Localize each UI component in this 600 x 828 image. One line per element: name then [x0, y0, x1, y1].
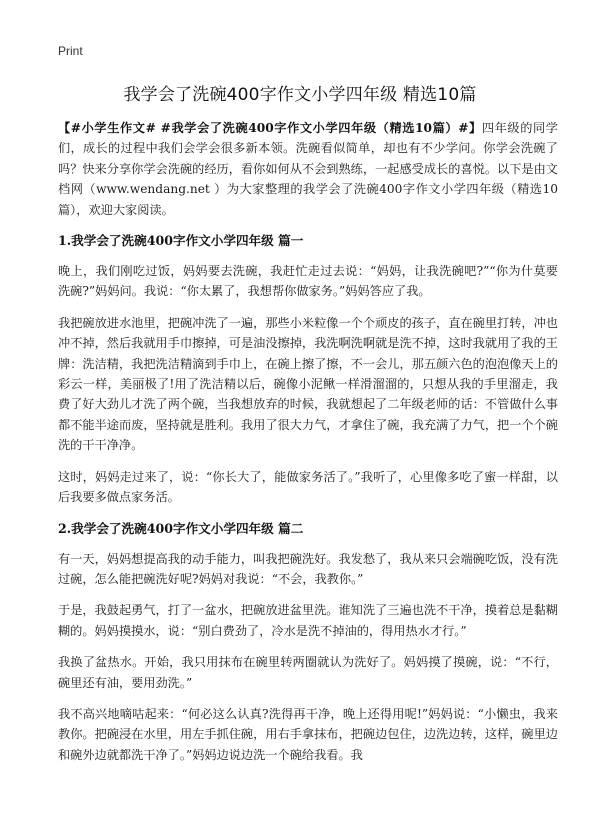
intro-text: 四年级的同学们，成长的过程中我们会学会很多新本领。洗碗看似简单，却也有不少学问。你学会洗碗了吗？快来分享你学会洗碗的经历，看你如何从不会到熟练，一起感受成长的喜悦。以下是由文档网（www.wendang.net ）为大家整理的我学会了洗碗400字作文小学四年级（精选10篇），欢迎大家阅读。 — [58, 121, 558, 217]
section-1-paragraph: 这时，妈妈走过来了，说：“你长大了，能做家务活了。”我听了，心里像多吃了蜜一样甜，以后我要多做点家务活。 — [58, 469, 558, 505]
intro-paragraph — [58, 118, 558, 220]
document-title: 我学会了洗碗400字作文小学四年级 精选10篇 — [123, 85, 477, 105]
intro-tag: 【#小学生作文# #我学会了洗碗400字作文小学四年级（精选10篇）#】 — [58, 121, 482, 135]
print-label: Print — [58, 44, 83, 58]
section-1-paragraph: 晚上，我们刚吃过饭，妈妈要去洗碗，我赶忙走过去说：“妈妈，让我洗碗吧?”“你为什莫要洗碗?”妈妈问。我说：“你太累了，我想帮你做家务。”妈妈答应了我。 — [58, 264, 558, 299]
section-1-paragraph: 我把碗放进水池里，把碗冲洗了一遍，那些小米粒像一个个顽皮的孩子，直在碗里打转，冲也冲不掉，然后我就用手巾擦掉，可是油没擦掉，我洗啊洗啊就是洗不掉，这时我就用了我的王牌：洗洁精，我把洗洁精滴到手巾上，在碗上擦了擦，不一会儿，那五颜六色的泡泡像天上的彩云一样，美丽极了!用了洗洁精以后，碗像小泥鳅一样滑溜溜的，只想从我的手里溜走，我费了好大劲儿才洗了两个碗，当我想放弃的时候，我就想起了二年级老师的话：不管做什么事都不能半途而废，坚持就是胜利。我用了很大力气，才拿住了碗，我充满了力气，把一个个碗洗的干干净净。 — [58, 315, 558, 453]
section-2-paragraph: 于是，我鼓起勇气，打了一盆水，把碗放进盆里洗。谁知洗了三遍也洗不干净，摸着总是黏糊糊的。妈妈摸摸水，说：“别白费劲了，冷水是洗不掉油的，得用热水才行。” — [58, 603, 558, 638]
document-body — [58, 118, 558, 765]
section-2-paragraph: 我换了盆热水。开始，我只用抹布在碗里转两圈就认为洗好了。妈妈摸了摸碗，说：“不行，碗里还有油，要用劲洗。” — [58, 655, 558, 690]
section-2-paragraph: 有一天，妈妈想提高我的动手能力，叫我把碗洗好。我发愁了，我从来只会端碗吃饭，没有洗过碗，怎么能把碗洗好呢?妈妈对我说：“不会，我教你。” — [58, 551, 558, 586]
section-2-paragraph: 我不高兴地嘀咕起来：“何必这么认真?洗得再干净，晚上还得用呢!”妈妈说：“小懒虫，我来教你。把碗浸在水里，用左手抓住碗，用右手拿抹布，把碗边包住，边洗边转，这样，碗里边和碗外边就都洗干净了。”妈妈边说边洗一个碗给我看。我 — [58, 706, 558, 762]
section-heading-1: 1.我学会了洗碗400字作文小学四年级 篇一 — [58, 233, 304, 249]
section-heading-2: 2.我学会了洗碗400字作文小学四年级 篇二 — [58, 520, 304, 536]
